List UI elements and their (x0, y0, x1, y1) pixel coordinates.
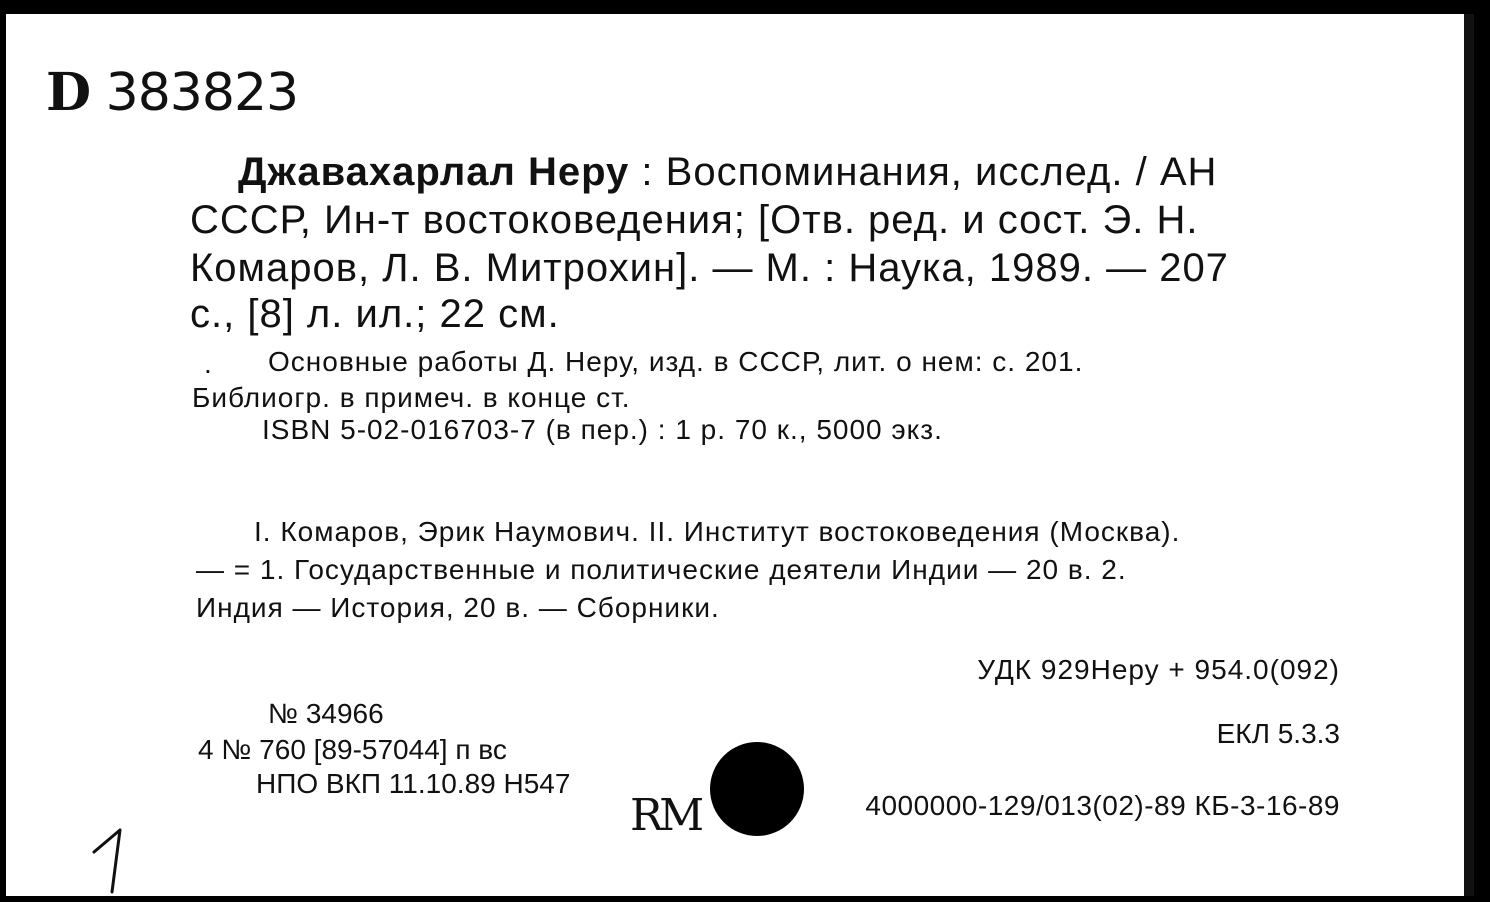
title-rest: : Воспоминания, исслед. / АН (629, 150, 1218, 194)
handwritten-mark (86, 822, 146, 896)
tracing-line-3: Индия — История, 20 в. — Сборники. (196, 592, 720, 623)
udk-code: УДК 929Неру + 954.0(092) (977, 654, 1340, 685)
catalog-prefix: D (46, 62, 91, 123)
scan-border-top (0, 0, 1490, 14)
catalog-number-value: 383823 (105, 63, 299, 123)
library-catalog-card (6, 14, 1474, 896)
ekl-code: ЕКЛ 5.3.3 (1216, 718, 1340, 749)
order-number: № 34966 (268, 698, 384, 729)
title-line-3: Комаров, Л. В. Митрохин]. — М. : Наука, 1989. — 207 (190, 246, 1229, 290)
title-author: Джавахарлал Неру (238, 150, 630, 194)
handwritten-one-icon (86, 822, 146, 896)
print-line: 4 № 760 [89-57044] п вс (198, 734, 507, 765)
punch-hole (710, 742, 804, 836)
title-line-4: с., [8] л. ил.; 22 см. (190, 292, 560, 336)
note-line-1: Основные работы Д. Неру, изд. в СССР, лит. о нем: с. 201. (268, 346, 1084, 377)
price-code: 4000000-129/013(02)-89 КБ-3-16-89 (865, 790, 1340, 821)
note-line-2: Библиогр. в примеч. в конце ст. (192, 382, 631, 413)
title-line-1 (238, 150, 1217, 195)
tracing-line-2: — = 1. Государственные и политические деятели Индии — 20 в. 2. (196, 554, 1127, 585)
tracing-line-1: I. Комаров, Эрик Наумович. II. Институт востоковедения (Москва). (254, 516, 1181, 547)
rm-mark: RM (630, 790, 701, 841)
stray-dot: . (204, 348, 212, 379)
title-line-2: СССР, Ин-т востоковедения; [Отв. ред. и сост. Э. Н. (190, 198, 1199, 242)
npo-line: НПО ВКП 11.10.89 Н547 (256, 768, 571, 799)
isbn-line: ISBN 5-02-016703-7 (в пер.) : 1 р. 70 к., 5000 экз. (262, 414, 943, 445)
catalog-number (46, 62, 298, 123)
